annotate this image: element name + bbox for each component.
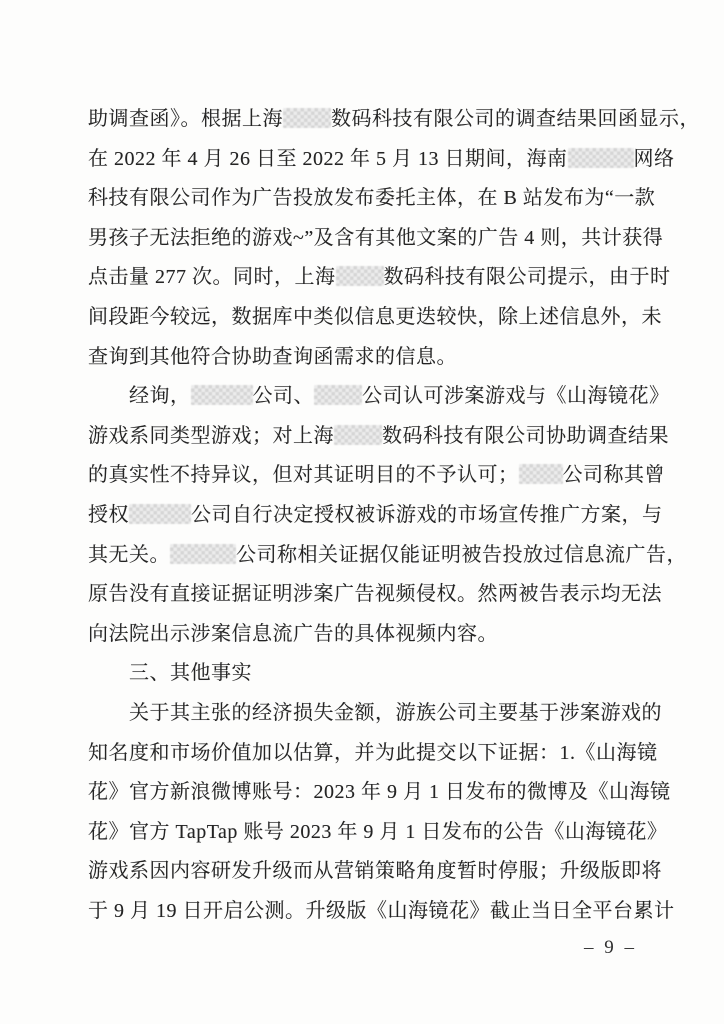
text-line — [88, 179, 656, 219]
text-block — [88, 100, 700, 931]
text-segment: 其无关。 — [88, 543, 170, 566]
text-segment: 原告没有直接证据证明涉案广告视频侵权。然两被告表示均无法 — [88, 583, 662, 606]
text-line — [88, 773, 671, 813]
text-line — [88, 377, 670, 417]
text-line — [88, 813, 668, 853]
text-segment: 三、其他事实 — [129, 662, 252, 685]
text-segment: 公司自行决定授权被诉游戏的市场宣传推广方案，与 — [191, 503, 663, 526]
redaction-block — [170, 544, 236, 564]
text-line — [88, 100, 700, 140]
text-line — [88, 892, 675, 932]
text-segment: 经询， — [129, 385, 191, 408]
page-number: – 9 – — [584, 937, 637, 958]
text-segment: 游戏系因内容研发升级而从营销策略角度暂时停服；升级版即将 — [88, 860, 662, 883]
text-segment: 于 9 月 19 日开启公测。升级版《山海镜花》截止当日全平台累计 — [88, 899, 675, 922]
text-segment: 公司称其曾 — [562, 464, 665, 487]
text-line — [88, 140, 675, 180]
redaction-block — [129, 504, 191, 524]
text-segment: 公司、 — [252, 385, 314, 408]
text-segment: 关于其主张的经济损失金额，游族公司主要基于涉案游戏的 — [129, 701, 662, 724]
text-line — [88, 298, 662, 338]
text-line — [88, 456, 665, 496]
text-line — [88, 219, 664, 259]
text-segment: 公司认可涉案游戏与《山海镜花》 — [362, 385, 670, 408]
redaction-block — [334, 425, 382, 445]
text-line — [88, 536, 687, 576]
text-segment: 助调查函》。根据上海 — [88, 108, 283, 130]
text-segment: 网络 — [633, 147, 675, 170]
text-segment: 查询到其他符合协助查询函需求的信息。 — [88, 345, 457, 368]
text-segment: 向法院出示涉案信息流广告的具体视频内容。 — [88, 622, 498, 645]
text-segment: 数码科技有限公司的调查结果回函显示， — [331, 108, 700, 130]
redaction-block — [336, 266, 384, 286]
text-line — [88, 734, 658, 774]
text-segment: 的真实性不持异议，但对其证明目的不予认可； — [88, 464, 519, 487]
text-segment: 游戏系同类型游戏；对上海 — [88, 424, 334, 447]
text-line — [88, 694, 662, 734]
text-line — [88, 258, 671, 298]
redaction-block — [568, 148, 634, 168]
text-segment: 数码科技有限公司协助调查结果 — [382, 424, 669, 447]
text-line — [88, 496, 663, 536]
text-segment: 知名度和市场价值加以估算，并为此提交以下证据：1.《山海镜 — [88, 741, 658, 764]
redaction-block — [519, 464, 563, 484]
text-segment: 公司称相关证据仅能证明被告投放过信息流广告， — [236, 543, 687, 566]
text-line — [88, 654, 652, 694]
text-segment: 男孩子无法拒绝的游戏~”及含有其他文案的广告 4 则，共计获得 — [88, 226, 664, 249]
text-line — [88, 575, 662, 615]
text-segment: 数码科技有限公司提示，由于时 — [383, 266, 671, 289]
redaction-block — [314, 385, 362, 405]
text-segment: 科技有限公司作为广告投放发布委托主体，在 B 站发布为“一款 — [88, 187, 656, 210]
text-segment: 花》官方 TapTap 账号 2023 年 9 月 1 日发布的公告《山海镜花》 — [88, 820, 668, 843]
text-segment: 在 2022 年 4 月 26 日至 2022 年 5 月 13 日期间，海南 — [88, 147, 568, 170]
redaction-block — [283, 108, 331, 128]
text-line — [88, 615, 652, 655]
text-line — [88, 338, 652, 378]
text-segment: 间段距今较远，数据库中类似信息更迭较快，除上述信息外，未 — [88, 305, 662, 328]
text-line — [88, 417, 669, 457]
text-segment: 花》官方新浪微博账号：2023 年 9 月 1 日发布的微博及《山海镜 — [88, 781, 671, 804]
text-segment: 授权 — [88, 503, 129, 526]
redaction-block — [191, 385, 253, 405]
text-segment: 点击量 277 次。同时，上海 — [88, 266, 336, 289]
text-line — [88, 852, 662, 892]
